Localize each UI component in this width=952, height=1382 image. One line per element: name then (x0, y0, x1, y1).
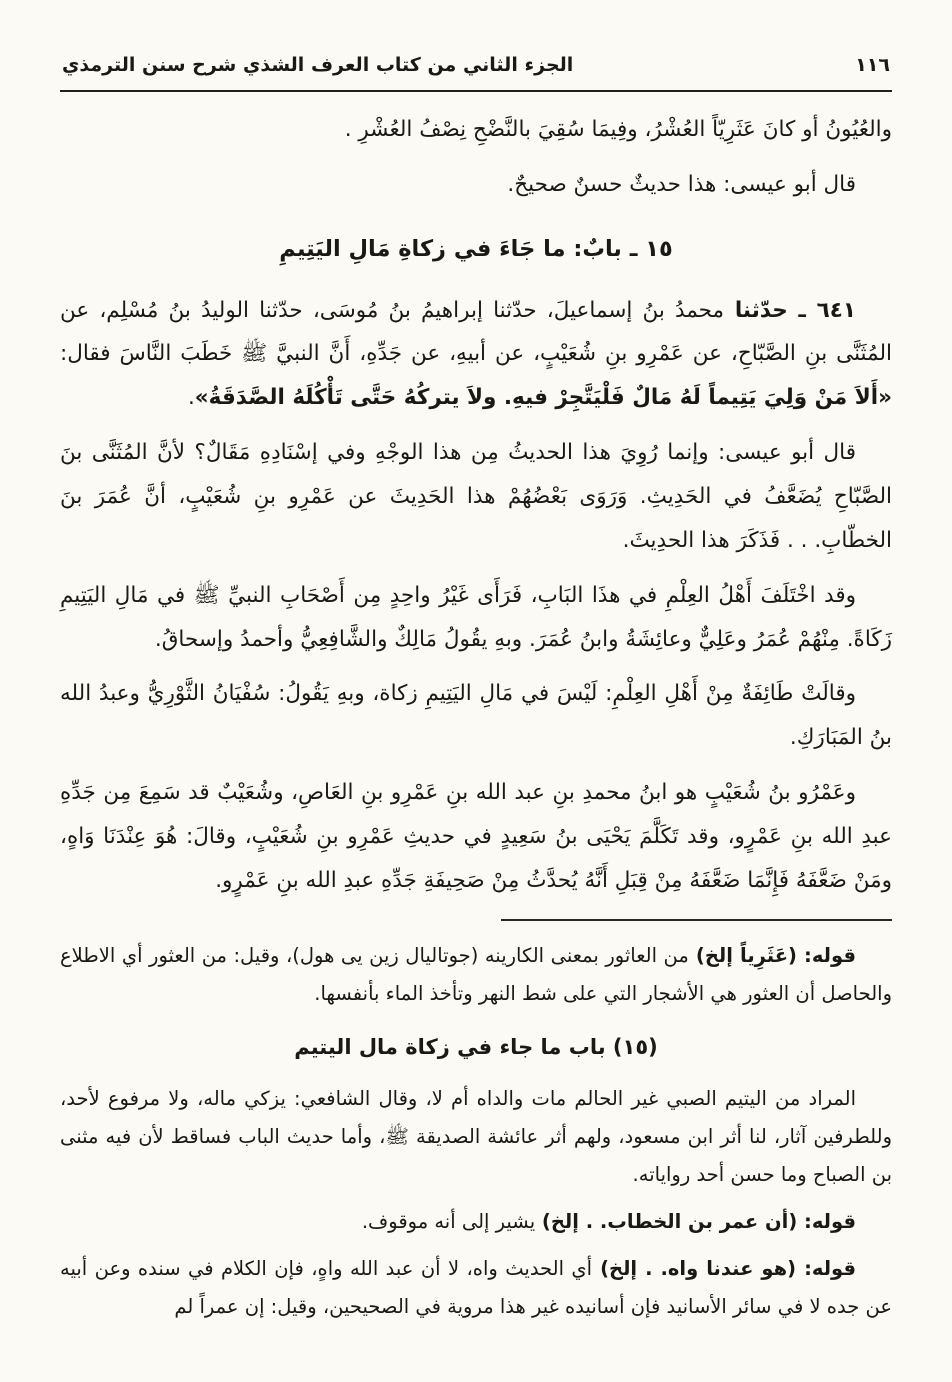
text-segment: قوله: (أن عمر بن الخطاب. . إلخ) (535, 1209, 856, 1233)
hadith-641 (60, 289, 892, 421)
isnad-comment (60, 431, 892, 563)
running-title: الجزء الثاني من كتاب العرف الشذي شرح سنن الترمذي (62, 54, 574, 76)
footnote-separator (501, 919, 892, 921)
text-segment: «أَلاَ مَنْ وَلِيَ يَتِيماً لَهُ مَالٌ فَلْيَتَّجِرْ فيهِ. ولاَ يتركُهُ حَتَّى تَأْكُلَهُ الصَّدَقَةُ» (194, 385, 892, 411)
footnote-bab-heading (60, 1027, 892, 1068)
text-segment: يشير إلى أنه موقوف. (361, 1209, 536, 1233)
text-segment: المراد من اليتيم الصبي غير الحالم مات والداه أم لا، وقال الشافعي: يزكي ماله، ولا مرفوع لأحد، وللطرفين آثار، لنا أثر ابن مسعود، ولهم أثر عائشة الصديقة ﷺ، وأما حديث الباب فساقط لأن فيه مثنى بن الصباح وما حسن أحد رواياته. (60, 1086, 892, 1186)
chapter-heading (60, 227, 892, 273)
main-text (60, 108, 892, 903)
hadith-grading (60, 163, 892, 207)
footnote-murad (60, 1080, 892, 1194)
text-segment: من العاثور بمعنى الكارينه (جوتاليال زين يى هول)، وقيل: من العثور أي الاطلاع والحاصل أن العثور هي الأشجار التي على شط النهر وتأخذ الماء بأنفسها. (60, 943, 892, 1005)
footnote-umar-mawquf (60, 1203, 892, 1241)
text-segment: قوله: (هو عندنا واه. . إلخ) (592, 1256, 857, 1280)
header-rule (60, 90, 892, 92)
text-segment: (١٥) باب ما جاء في زكاة مال اليتيم (294, 1034, 658, 1059)
text-segment: قوله: (عَثَرِياً إلخ) (688, 943, 857, 967)
paragraph-continuation (60, 108, 892, 152)
footnote-athariyyan (60, 937, 892, 1013)
scholars-difference (60, 574, 892, 662)
text-segment: . (187, 385, 195, 411)
footnote-huwa-indana (60, 1250, 892, 1326)
text-segment: قال أبو عيسى: وإنما رُوِيَ هذا الحديثُ مِن هذا الوجْهِ وفي إسْنَادِهِ مَقَالٌ؟ لأنَّ المُثَنَّى بنَ الصَّبّاحِ يُضَعَّفُ في الحَدِيثِ. وَرَوَى بَعْضُهُمْ هذا الحَدِيثَ عن عَمْرِو بنِ شُعَيْبٍ، أنَّ عُمَرَ بنَ الخطّابِ. . . فَذَكَرَ هذا الحدِيثَ. (60, 440, 892, 553)
taifa-opinion (60, 672, 892, 760)
amr-ibn-shuayb-note (60, 771, 892, 903)
text-segment: والعُيُونُ أو كانَ عَثَرِيّاً العُشْرُ، وفِيمَا سُقِيَ بالنَّضْحِ نِصْفُ العُشْرِ . (344, 117, 892, 142)
text-segment: ١٥ ـ بابٌ: ما جَاءَ في زكاةِ مَالِ اليَتِيمِ (279, 235, 673, 262)
text-segment: وقالَتْ طَائِفَةٌ مِنْ أَهْلِ العِلْمِ: لَيْسَ في مَالِ اليَتِيمِ زكاة، وبهِ يَقُولُ: سُفْيَانُ الثَّوْرِيُّ وعبدُ الله بنُ المَبَارَكِ. (60, 681, 892, 751)
page-header (60, 54, 892, 88)
text-segment: وعَمْرُو بنُ شُعَيْبٍ هو ابنُ محمدِ بنِ عبد الله بنِ عَمْرِو بنِ العَاصِ، وشُعَيْبٌ قد سَمِعَ مِن جَدِّهِ عبدِ الله بنِ عَمْرٍو، وقد تَكَلَّمَ يَحْيَى بنُ سَعِيدٍ في حديثِ عَمْرِو بنِ شُعَيْبٍ، وقالَ: هُوَ عِنْدَنَا وَاهٍ، ومَنْ ضَعَّفَهُ فَإِنَّمَا ضَعَّفَهُ مِنْ قِبَلِ أَنَّهُ يُحدَّثُ مِنْ صَحِيفَةِ جَدِّهِ عبدِ الله بنِ عَمْرٍو. (60, 780, 892, 893)
text-segment: وقد اخْتَلَفَ أَهْلُ العِلْمِ في هذَا البَابِ، فَرَأَى غَيْرُ واحِدٍ مِن أَصْحَابِ النبيِّ ﷺ في مَالِ اليَتِيمِ زَكَاةً. مِنْهُمْ عُمَرُ وعَلِيٌّ وعائِشَةُ وابنُ عُمَرَ. وبهِ يقُولُ مَالِكٌ والشَّافِعِيُّ وأحمدُ وإسحاقُ. (60, 582, 892, 652)
footnotes-section (60, 937, 892, 1326)
text-segment: قال أبو عيسى: هذا حديثٌ حسنٌ صحيحٌ. (507, 171, 856, 197)
text-segment: ٦٤١ ـ حدّثنا (724, 297, 856, 323)
page-number: ١١٦ (855, 54, 890, 76)
text-segment: محمدُ بنُ إسماعيلَ، حدّثنا إبراهيمُ بنُ مُوسَى، حدّثنا الوليدُ بنُ مُسْلِم، عن المُثَنَّى بنِ الصَّبّاحِ، عن عَمْرِو بنِ شُعَيْبٍ، عن أبيهِ، عن جَدِّهِ، أَنَّ النبيَّ ﷺ خَطَبَ النَّاسَ فقال: (60, 297, 892, 367)
text-segment: أي الحديث واه، لا أن عبد الله واهٍ، فإن الكلام في سنده وعن أبيه عن جده لا في سائر الأسانيد فإن أسانيده غير هذا مروية في الصحيحين، وقيل: إن عمراً لم (60, 1256, 892, 1318)
